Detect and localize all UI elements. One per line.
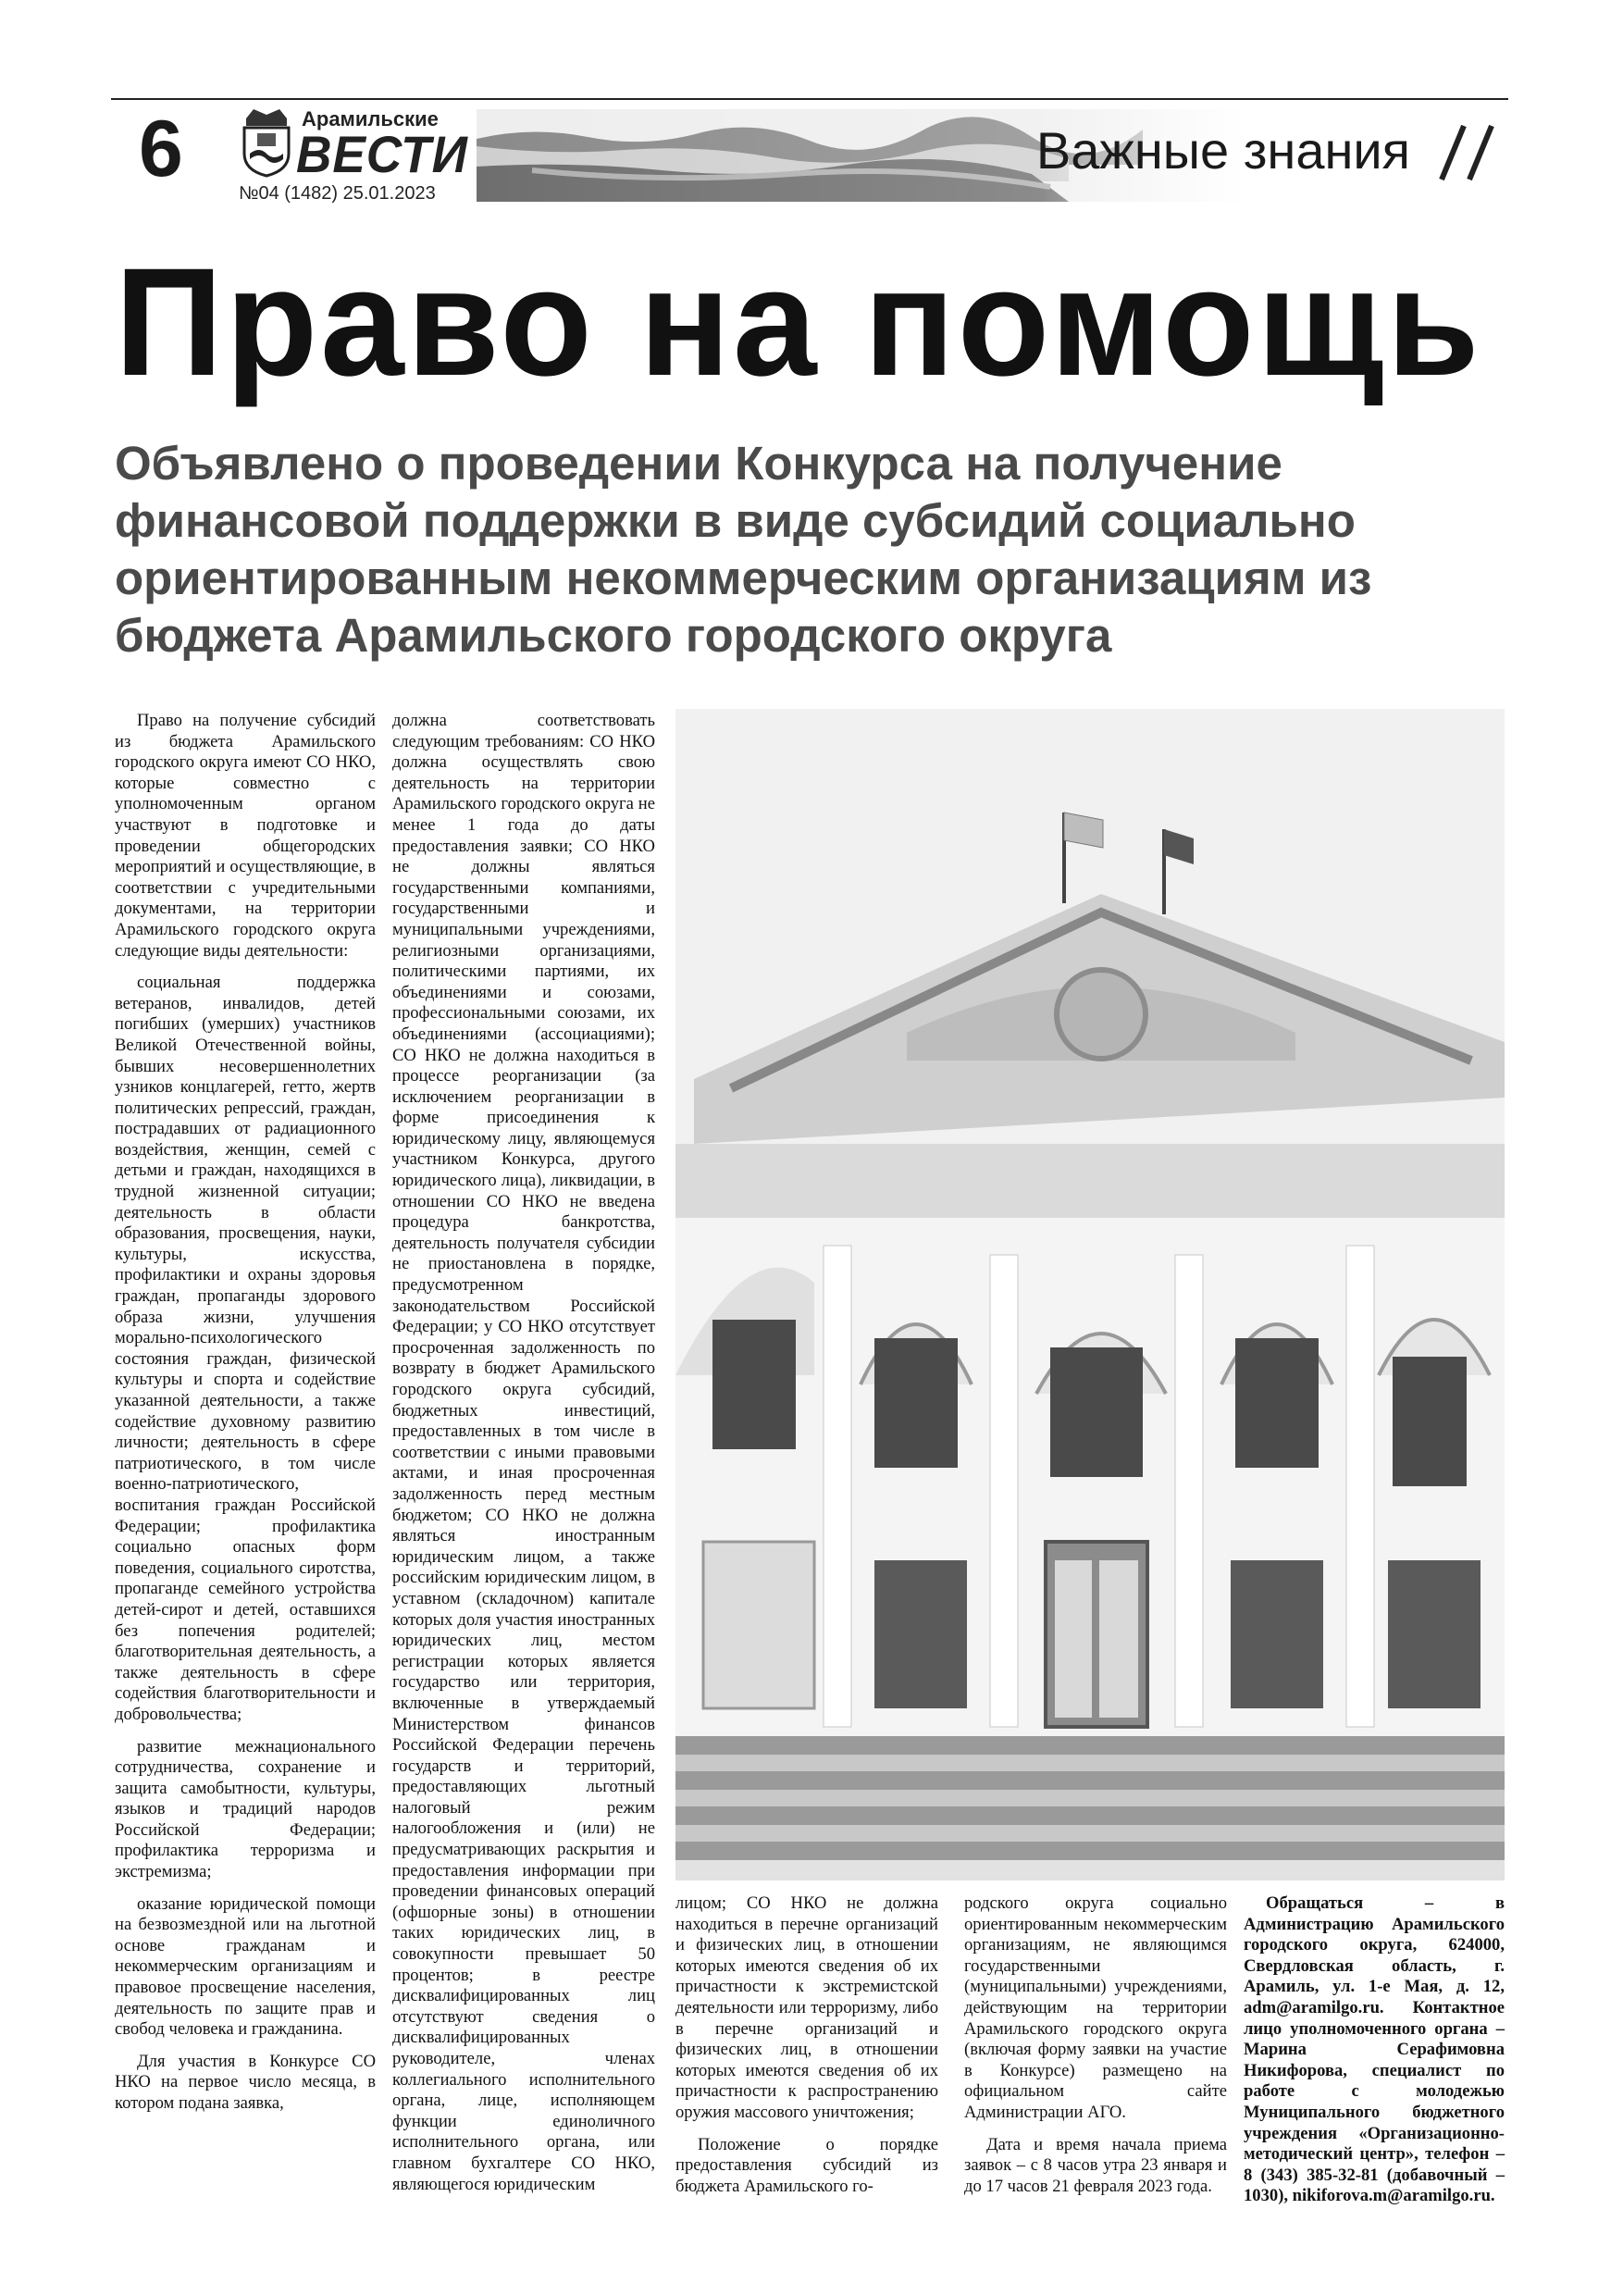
paragraph: родского округа социально ориентированным некоммерческим организациям, не являющимся государственными (муниципальными) учреждениями, действующим на территории Арамильского городского округа (включая форму заявки на участие в Конкурсе) размещено на официальном сайте Администрации АГО. <box>964 1893 1227 2122</box>
contact-info-column <box>1244 1893 1505 2206</box>
paragraph: Право на получение субсидий из бюджета Арамильского городского округа имеют СО НКО, которые совместно с уполномоченным органом участвуют в подготовке и проведении общегородских мероприятий и осуществляющие, в соответствии с учредительными документами, на территории Арамильского городского округа следующие виды деятельности: <box>115 711 376 961</box>
page-number: 6 <box>139 105 183 193</box>
administration-building-photo <box>675 709 1505 1880</box>
paragraph: Дата и время начала приема заявок – с 8 часов утра 23 января и до 17 часов 21 февраля 2023 года. <box>964 2134 1227 2196</box>
paragraph: развитие межнационального сотрудничества, сохранение и защита самобытности, культуры, языков и традиций народов Российской Федерации; профилактика терроризма и экстремизма; <box>115 1736 376 1882</box>
logo-brand-line: Арамильские <box>302 107 439 130</box>
article-headline: Право на помощь <box>115 237 1482 408</box>
double-slash-icon <box>1436 118 1501 189</box>
paragraph: оказание юридической помощи на безвозмездной или на льготной основе гражданам и некоммерческим организациям и правовое просвещение населения, деятельность по защите прав и свобод человека и гражданина. <box>115 1893 376 2040</box>
newspaper-logo <box>239 104 470 205</box>
header-rule <box>111 98 1508 100</box>
text-column-1 <box>115 711 376 2182</box>
paragraph: социальная поддержка ветеранов, инвалидов, детей погибших (умерших) участников Великой Отечественной войны, бывших несовершеннолетних узников концлагерей, гетто, жертв политических репрессий, граждан, пострадавших от радиационного воздействия, женщин, семей с детьми и граждан, находящихся в трудной жизненной ситуации; деятельность в области образования, просвещения, науки, культуры, искусства, профилактики и охраны здоровья граждан, пропаганды здорового образа жизни, улучшения морально-психологического состояния граждан, физической культуры и спорта и содействие указанной деятельности, а также содействие духовному развитию личности; деятельность в сфере патриотического, в том числе военно-патриотического, воспитания граждан Российской Федерации; профилактика социально опасных форм поведения, социального сиротства, пропаганде семейного устройства детей-сирот и детей, оставшихся без попечения родителей; благотворительная деятельность, а также деятельность в сфере содействия благотворительности и добровольчества; <box>115 973 376 1724</box>
article-subheadline: Объявлено о проведении Конкурса на получение финансовой поддержки в виде субсидий социально ориентированным некоммерческим организациям из бюджета Арамильского городского округа <box>115 437 1372 662</box>
paragraph: Положение о порядке предоставления субсидий из бюджета Арамильского го- <box>675 2134 938 2196</box>
city-emblem-icon <box>239 105 294 178</box>
issue-number-date: №04 (1482) 25.01.2023 <box>239 183 436 204</box>
logo-brand-name: ВЕСТИ <box>296 125 468 183</box>
text-column-4 <box>964 1893 1227 2196</box>
text-column-2 <box>392 711 655 2194</box>
paragraph: должна соответствовать следующим требованиям: СО НКО должна осуществлять свою деятельность на территории Арамильского городского округа не менее 1 года до даты предоставления заявки; СО НКО не должны являться государственными компаниями, государственными и муниципальными учреждениями, религиозными организациями, политическими партиями, их объединениями и союзами, профессиональными союзами, их объединениями (ассоциациями); СО НКО не должна находиться в процессе реорганизации (за исключением реорганизации в форме присоединения к юридическому лицу, являющемуся участником Конкурса, другого юридического лица), ликвидации, в отношении СО НКО не введена процедура банкротства, деятельность получателя субсидии не приостановлена в порядке, предусмотренном законодательством Российской Федерации; у СО НКО отсутствует просроченная задолженность по возврату в бюджет Арамильского городского округа субсидий, бюджетных инвестиций, предоставленных в том числе в соответствии с иными правовыми актами, и иная просроченная задолженность перед местным бюджетом; СО НКО не должна являться иностранным юридическим лицом, а также российским юридическим лицом, в уставном (складочном) капитале которых доля участия иностранных юридических лиц, местом регистрации которых является государство или территория, включенные в утверждаемый Министерством финансов Российской Федерации перечень государств и территорий, предоставляющих льготный налоговый режим налогообложения и (или) не предусматривающих раскрытия и предоставления информации при проведении финансовых операций (офшорные зоны) в отношении таких юридических лиц, в совокупности превышает 50 процентов; в реестре дисквалифицированных лиц отсутствуют сведения о дисквалифицированных руководителе, членах коллегиального исполнительного органа, лице, исполняющем функции единоличного исполнительного органа, или главном бухгалтере СО НКО, являющегося юридическим <box>392 711 655 2194</box>
text-column-3 <box>675 1893 938 2196</box>
contact-paragraph: Обращаться – в Администрацию Арамильского городского округа, 624000, Свердловская область, г. Арамиль, ул. 1-е Мая, д. 12, adm@aramilgo.ru. Контактное лицо уполномоченного органа – Марина Серафимовна Никифорова, специалист по работе с молодежью Муниципального бюджетного учреждения «Организационно-методический центр», телефон – 8 (343) 385-32-81 (добавочный – 1030), nikiforova.m@aramilgo.ru. <box>1244 1893 1505 2206</box>
section-title: Важные знания <box>1035 121 1410 180</box>
paragraph: Для участия в Конкурсе СО НКО на первое число месяца, в котором подана заявка, <box>115 2051 376 2113</box>
paragraph: лицом; СО НКО не должна находиться в перечне организаций и физических лиц, в отношении которых имеются сведения об их причастности к экстремистской деятельности или терроризму, либо в перечне организаций и физических лиц, в отношении которых имеются сведения об их причастности к распространению оружия массового уничтожения; <box>675 1893 938 2122</box>
